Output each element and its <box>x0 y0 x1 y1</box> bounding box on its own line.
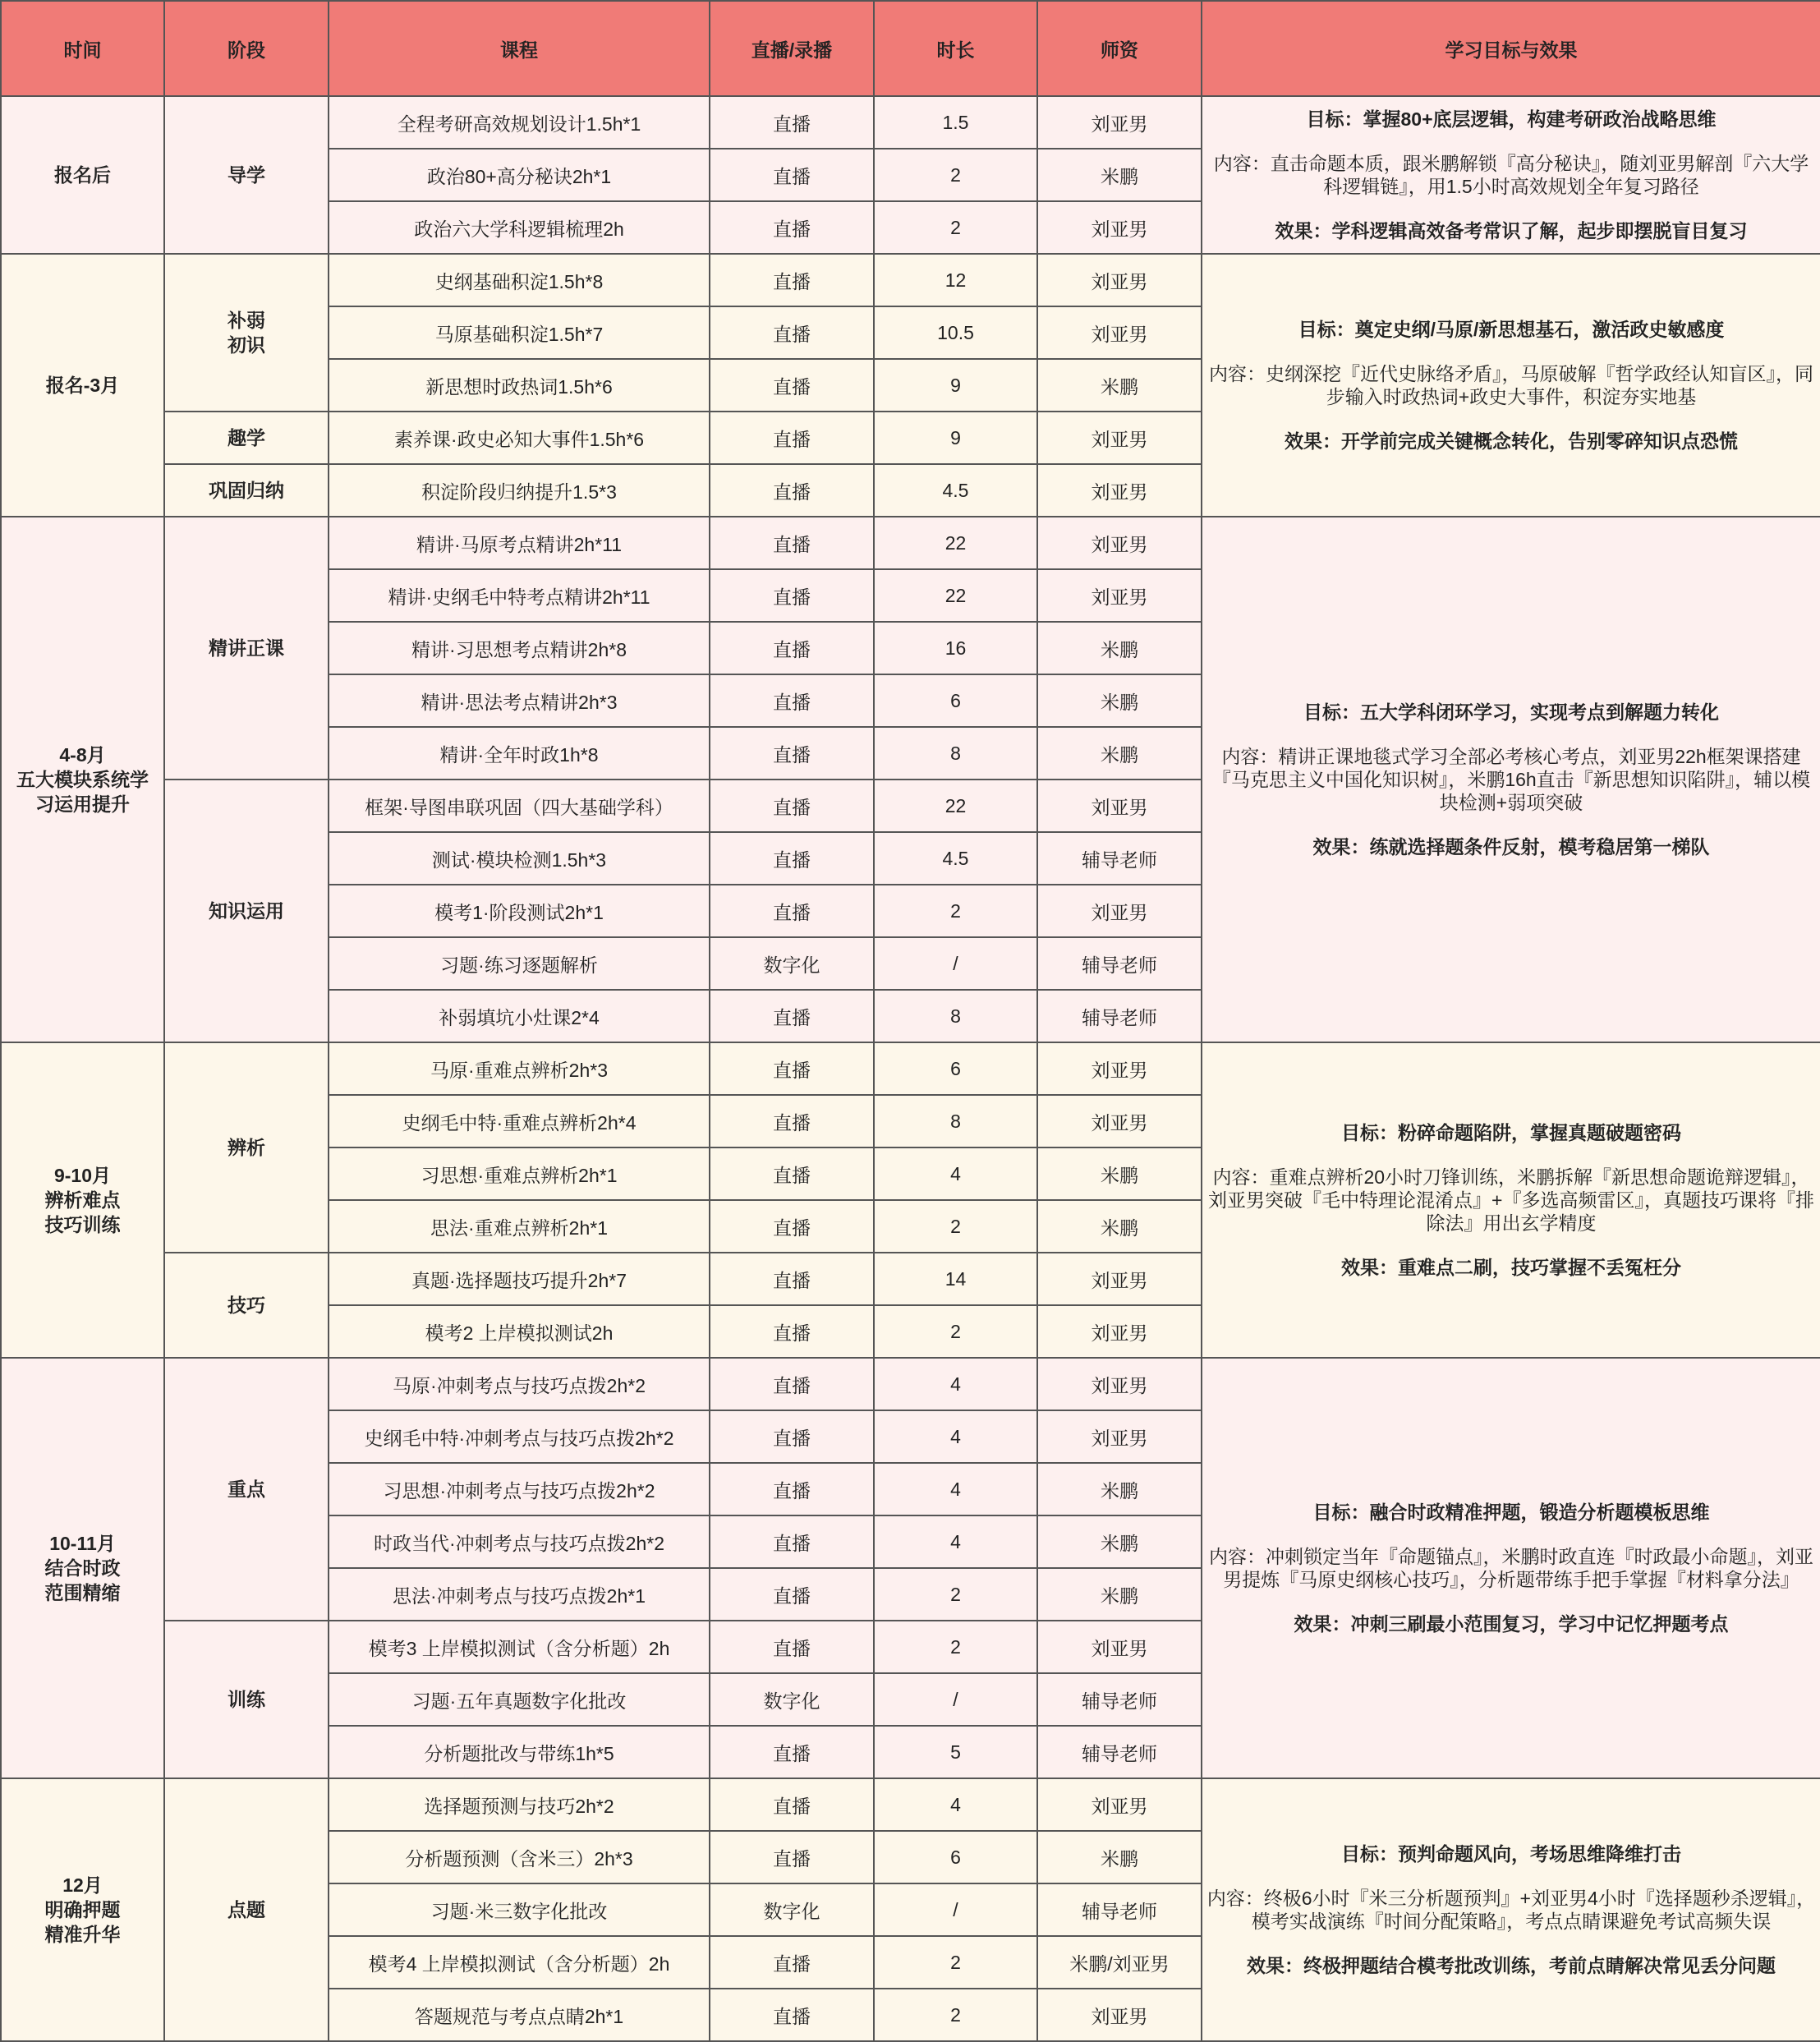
header-stage: 阶段 <box>164 1 329 96</box>
mode-cell: 直播 <box>710 306 874 359</box>
mode-cell: 直播 <box>710 1147 874 1200</box>
course-cell: 补弱填坑小灶课2*4 <box>329 990 710 1042</box>
course-cell: 马原基础积淀1.5h*7 <box>329 306 710 359</box>
course-cell: 史纲毛中特·冲刺考点与技巧点拨2h*2 <box>329 1410 710 1463</box>
mode-cell: 直播 <box>710 1936 874 1989</box>
mode-cell: 直播 <box>710 1778 874 1831</box>
stage-cell: 点题 <box>164 1778 329 2041</box>
teacher-cell: 辅导老师 <box>1037 937 1202 990</box>
mode-cell: 直播 <box>710 1463 874 1515</box>
duration-cell: 4 <box>874 1410 1037 1463</box>
course-cell: 习思想·重难点辨析2h*1 <box>329 1147 710 1200</box>
mode-cell: 直播 <box>710 1831 874 1883</box>
course-cell: 史纲基础积淀1.5h*8 <box>329 254 710 306</box>
teacher-cell: 刘亚男 <box>1037 885 1202 937</box>
duration-cell: 2 <box>874 149 1037 201</box>
course-cell: 框架·导图串联巩固（四大基础学科） <box>329 780 710 832</box>
goals-cell <box>1202 254 1820 517</box>
teacher-cell: 刘亚男 <box>1037 1305 1202 1358</box>
course-cell: 精讲·史纲毛中特考点精讲2h*11 <box>329 569 710 622</box>
duration-cell: 2 <box>874 1989 1037 2041</box>
teacher-cell: 米鹏 <box>1037 674 1202 727</box>
teacher-cell: 米鹏 <box>1037 622 1202 674</box>
period-cell: 9-10月 辨析难点 技巧训练 <box>1 1042 164 1358</box>
course-cell: 时政当代·冲刺考点与技巧点拨2h*2 <box>329 1515 710 1568</box>
teacher-cell: 辅导老师 <box>1037 1883 1202 1936</box>
period-cell: 10-11月 结合时政 范围精缩 <box>1 1358 164 1778</box>
teacher-cell: 刘亚男 <box>1037 306 1202 359</box>
teacher-cell: 刘亚男 <box>1037 1621 1202 1673</box>
duration-cell: 2 <box>874 1200 1037 1253</box>
teacher-cell: 米鹏 <box>1037 359 1202 412</box>
mode-cell: 直播 <box>710 1200 874 1253</box>
course-cell: 精讲·思法考点精讲2h*3 <box>329 674 710 727</box>
goal-text: 目标：奠定史纲/马原/新思想基石，激活政史敏感度 <box>1298 319 1725 340</box>
stage-cell: 技巧 <box>164 1253 329 1358</box>
effect-text: 效果：终极押题结合模考批改训练，考前点睛解决常见丢分问题 <box>1247 1955 1776 1976</box>
duration-cell: 12 <box>874 254 1037 306</box>
duration-cell: 8 <box>874 1095 1037 1147</box>
mode-cell: 直播 <box>710 517 874 569</box>
mode-cell: 直播 <box>710 1726 874 1778</box>
duration-cell: 9 <box>874 412 1037 464</box>
course-cell: 选择题预测与技巧2h*2 <box>329 1778 710 1831</box>
goals-cell <box>1202 1042 1820 1358</box>
teacher-cell: 辅导老师 <box>1037 1673 1202 1726</box>
mode-cell: 直播 <box>710 1989 874 2041</box>
course-cell: 答题规范与考点点睛2h*1 <box>329 1989 710 2041</box>
teacher-cell: 刘亚男 <box>1037 1358 1202 1410</box>
effect-text: 效果：重难点二刷，技巧掌握不丢冤枉分 <box>1341 1257 1681 1278</box>
course-cell: 模考3 上岸模拟测试（含分析题）2h <box>329 1621 710 1673</box>
mode-cell: 直播 <box>710 412 874 464</box>
teacher-cell: 辅导老师 <box>1037 990 1202 1042</box>
course-cell: 积淀阶段归纳提升1.5*3 <box>329 464 710 517</box>
teacher-cell: 刘亚男 <box>1037 1095 1202 1147</box>
mode-cell: 直播 <box>710 622 874 674</box>
mode-cell: 直播 <box>710 1042 874 1095</box>
teacher-cell: 刘亚男 <box>1037 201 1202 254</box>
duration-cell: 4 <box>874 1778 1037 1831</box>
mode-cell: 直播 <box>710 674 874 727</box>
duration-cell: 22 <box>874 517 1037 569</box>
teacher-cell: 刘亚男 <box>1037 517 1202 569</box>
mode-cell: 直播 <box>710 254 874 306</box>
duration-cell: 14 <box>874 1253 1037 1305</box>
duration-cell: 22 <box>874 569 1037 622</box>
goal-text: 目标：预判命题风向，考场思维降维打击 <box>1341 1843 1681 1865</box>
header-mode: 直播/录播 <box>710 1 874 96</box>
course-cell: 习题·五年真题数字化批改 <box>329 1673 710 1726</box>
duration-cell: 1.5 <box>874 96 1037 149</box>
teacher-cell: 刘亚男 <box>1037 1253 1202 1305</box>
duration-cell: 2 <box>874 1568 1037 1621</box>
duration-cell: 10.5 <box>874 306 1037 359</box>
course-cell: 精讲·马原考点精讲2h*11 <box>329 517 710 569</box>
teacher-cell: 刘亚男 <box>1037 412 1202 464</box>
course-cell: 测试·模块检测1.5h*3 <box>329 832 710 885</box>
effect-text: 效果：开学前完成关键概念转化，告别零碎知识点恐慌 <box>1285 430 1738 452</box>
course-cell: 新思想时政热词1.5h*6 <box>329 359 710 412</box>
course-cell: 精讲·全年时政1h*8 <box>329 727 710 780</box>
mode-cell: 直播 <box>710 1621 874 1673</box>
content-text: 内容：冲刺锁定当年『命题锚点』，米鹏时政直连『时政最小命题』，刘亚男提炼『马原史纲核心技巧』，分析题带练手把手掌握『材料拿分法』 <box>1209 1546 1813 1590</box>
goal-text: 目标：融合时政精准押题，锻造分析题模板思维 <box>1312 1502 1710 1523</box>
mode-cell: 直播 <box>710 1253 874 1305</box>
teacher-cell: 米鹏 <box>1037 1568 1202 1621</box>
duration-cell: / <box>874 1883 1037 1936</box>
stage-cell: 辨析 <box>164 1042 329 1253</box>
mode-cell: 数字化 <box>710 1883 874 1936</box>
content-text: 内容：史纲深挖『近代史脉络矛盾』，马原破解『哲学政经认知盲区』，同步输入时政热词+政史大事件，积淀夯实地基 <box>1209 363 1813 407</box>
table-row <box>1 517 1820 569</box>
duration-cell: 4 <box>874 1358 1037 1410</box>
stage-cell: 重点 <box>164 1358 329 1621</box>
course-cell: 政治六大学科逻辑梳理2h <box>329 201 710 254</box>
mode-cell: 直播 <box>710 727 874 780</box>
stage-cell: 补弱 初识 <box>164 254 329 412</box>
duration-cell: 2 <box>874 885 1037 937</box>
mode-cell: 直播 <box>710 780 874 832</box>
teacher-cell: 米鹏 <box>1037 1463 1202 1515</box>
course-cell: 分析题批改与带练1h*5 <box>329 1726 710 1778</box>
duration-cell: 2 <box>874 201 1037 254</box>
header-time: 时间 <box>1 1 164 96</box>
course-cell: 模考1·阶段测试2h*1 <box>329 885 710 937</box>
mode-cell: 直播 <box>710 201 874 254</box>
period-cell: 报名后 <box>1 96 164 254</box>
course-cell: 分析题预测（含米三）2h*3 <box>329 1831 710 1883</box>
duration-cell: 4 <box>874 1463 1037 1515</box>
course-cell: 全程考研高效规划设计1.5h*1 <box>329 96 710 149</box>
mode-cell: 直播 <box>710 1410 874 1463</box>
header-duration: 时长 <box>874 1 1037 96</box>
table-row <box>1 1042 1820 1095</box>
course-cell: 马原·冲刺考点与技巧点拨2h*2 <box>329 1358 710 1410</box>
duration-cell: 6 <box>874 1831 1037 1883</box>
teacher-cell: 刘亚男 <box>1037 96 1202 149</box>
course-cell: 模考4 上岸模拟测试（含分析题）2h <box>329 1936 710 1989</box>
goals-cell <box>1202 1778 1820 2041</box>
mode-cell: 直播 <box>710 96 874 149</box>
duration-cell: / <box>874 937 1037 990</box>
mode-cell: 直播 <box>710 1095 874 1147</box>
mode-cell: 直播 <box>710 1358 874 1410</box>
header-goals: 学习目标与效果 <box>1202 1 1820 96</box>
mode-cell: 直播 <box>710 464 874 517</box>
teacher-cell: 米鹏 <box>1037 1515 1202 1568</box>
period-cell: 4-8月 五大模块系统学 习运用提升 <box>1 517 164 1042</box>
period-cell: 12月 明确押题 精准升华 <box>1 1778 164 2041</box>
duration-cell: 6 <box>874 674 1037 727</box>
duration-cell: 4 <box>874 1147 1037 1200</box>
course-cell: 模考2 上岸模拟测试2h <box>329 1305 710 1358</box>
goals-cell <box>1202 517 1820 1042</box>
content-text: 内容：直击命题本质，跟米鹏解锁『高分秘诀』，随刘亚男解剖『六大学科逻辑链』，用1.5小时高效规划全年复习路径 <box>1213 153 1809 197</box>
mode-cell: 直播 <box>710 1515 874 1568</box>
duration-cell: 9 <box>874 359 1037 412</box>
mode-cell: 直播 <box>710 885 874 937</box>
stage-cell: 趣学 <box>164 412 329 464</box>
effect-text: 效果：学科逻辑高效备考常识了解，起步即摆脱盲目复习 <box>1275 220 1748 241</box>
stage-cell: 知识运用 <box>164 780 329 1042</box>
content-text: 内容：终极6小时『米三分析题预判』+刘亚男4小时『选择题秒杀逻辑』，模考实战演练『时间分配策略』，考点点睛课避免考试高频失误 <box>1206 1888 1816 1932</box>
goals-cell <box>1202 96 1820 254</box>
course-cell: 马原·重难点辨析2h*3 <box>329 1042 710 1095</box>
duration-cell: 2 <box>874 1936 1037 1989</box>
duration-cell: 4.5 <box>874 832 1037 885</box>
course-cell: 精讲·习思想考点精讲2h*8 <box>329 622 710 674</box>
teacher-cell: 刘亚男 <box>1037 569 1202 622</box>
teacher-cell: 刘亚男 <box>1037 1042 1202 1095</box>
teacher-cell: 刘亚男 <box>1037 1410 1202 1463</box>
course-cell: 习思想·冲刺考点与技巧点拨2h*2 <box>329 1463 710 1515</box>
teacher-cell: 米鹏 <box>1037 727 1202 780</box>
duration-cell: 16 <box>874 622 1037 674</box>
duration-cell: 2 <box>874 1305 1037 1358</box>
teacher-cell: 刘亚男 <box>1037 1778 1202 1831</box>
duration-cell: 8 <box>874 727 1037 780</box>
course-cell: 史纲毛中特·重难点辨析2h*4 <box>329 1095 710 1147</box>
mode-cell: 直播 <box>710 149 874 201</box>
course-cell: 真题·选择题技巧提升2h*7 <box>329 1253 710 1305</box>
mode-cell: 直播 <box>710 990 874 1042</box>
duration-cell: 5 <box>874 1726 1037 1778</box>
duration-cell: 8 <box>874 990 1037 1042</box>
teacher-cell: 辅导老师 <box>1037 1726 1202 1778</box>
course-cell: 习题·米三数字化批改 <box>329 1883 710 1936</box>
duration-cell: 6 <box>874 1042 1037 1095</box>
course-cell: 习题·练习逐题解析 <box>329 937 710 990</box>
table-row <box>1 1778 1820 1831</box>
stage-cell: 巩固归纳 <box>164 464 329 517</box>
table-row <box>1 254 1820 306</box>
duration-cell: 22 <box>874 780 1037 832</box>
duration-cell: 4 <box>874 1515 1037 1568</box>
teacher-cell: 米鹏 <box>1037 1831 1202 1883</box>
mode-cell: 直播 <box>710 569 874 622</box>
teacher-cell: 米鹏/刘亚男 <box>1037 1936 1202 1989</box>
mode-cell: 直播 <box>710 1305 874 1358</box>
duration-cell: 2 <box>874 1621 1037 1673</box>
teacher-cell: 米鹏 <box>1037 1200 1202 1253</box>
duration-cell: 4.5 <box>874 464 1037 517</box>
teacher-cell: 米鹏 <box>1037 149 1202 201</box>
mode-cell: 直播 <box>710 359 874 412</box>
duration-cell: / <box>874 1673 1037 1726</box>
goal-text: 目标：五大学科闭环学习，实现考点到解题力转化 <box>1303 701 1719 723</box>
header-row <box>1 1 1820 96</box>
effect-text: 效果：练就选择题条件反射，模考稳居第一梯队 <box>1312 836 1710 858</box>
goals-cell <box>1202 1358 1820 1778</box>
content-text: 内容：精讲正课地毯式学习全部必考核心考点，刘亚男22h框架课搭建『马克思主义中国化知识树』，米鹏16h直击『新思想知识陷阱』，辅以模块检测+弱项突破 <box>1211 746 1811 813</box>
mode-cell: 直播 <box>710 832 874 885</box>
course-cell: 政治80+高分秘诀2h*1 <box>329 149 710 201</box>
schedule-body <box>1 96 1820 2041</box>
stage-cell: 精讲正课 <box>164 517 329 780</box>
stage-cell: 导学 <box>164 96 329 254</box>
teacher-cell: 刘亚男 <box>1037 254 1202 306</box>
mode-cell: 直播 <box>710 1568 874 1621</box>
goal-text: 目标：掌握80+底层逻辑，构建考研政治战略思维 <box>1306 108 1717 130</box>
course-cell: 思法·冲刺考点与技巧点拨2h*1 <box>329 1568 710 1621</box>
period-cell: 报名-3月 <box>1 254 164 517</box>
teacher-cell: 米鹏 <box>1037 1147 1202 1200</box>
table-row <box>1 1358 1820 1410</box>
content-text: 内容：重难点辨析20小时刀锋训练，米鹏拆解『新思想命题诡辩逻辑』，刘亚男突破『毛中特理论混淆点』+『多选高频雷区』，真题技巧课将『排除法』用出玄学精度 <box>1208 1166 1814 1234</box>
course-cell: 素养课·政史必知大事件1.5h*6 <box>329 412 710 464</box>
teacher-cell: 刘亚男 <box>1037 464 1202 517</box>
effect-text: 效果：冲刺三刷最小范围复习，学习中记忆押题考点 <box>1294 1613 1729 1635</box>
teacher-cell: 刘亚男 <box>1037 780 1202 832</box>
mode-cell: 数字化 <box>710 1673 874 1726</box>
teacher-cell: 刘亚男 <box>1037 1989 1202 2041</box>
stage-cell: 训练 <box>164 1621 329 1778</box>
mode-cell: 数字化 <box>710 937 874 990</box>
table-row <box>1 96 1820 149</box>
goal-text: 目标：粉碎命题陷阱，掌握真题破题密码 <box>1341 1122 1681 1143</box>
teacher-cell: 辅导老师 <box>1037 832 1202 885</box>
header-teacher: 师资 <box>1037 1 1202 96</box>
course-cell: 思法·重难点辨析2h*1 <box>329 1200 710 1253</box>
header-course: 课程 <box>329 1 710 96</box>
